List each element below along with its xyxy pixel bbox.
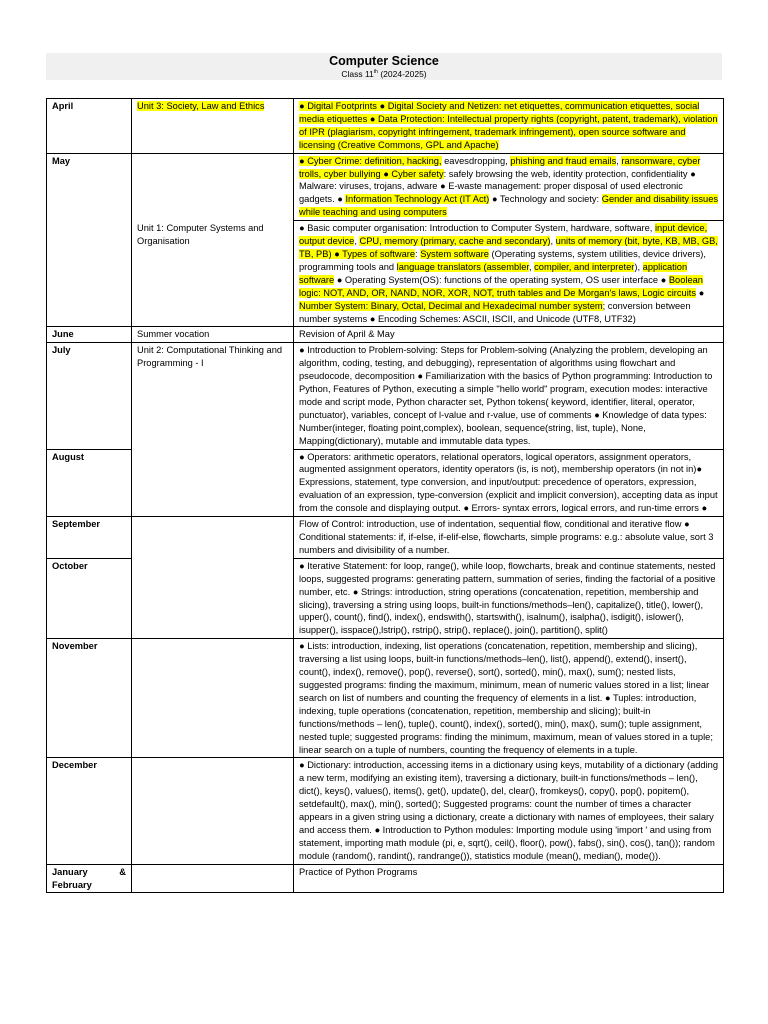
topics-cell [294,449,724,517]
table-row [47,343,724,449]
month-cell: December [47,758,132,864]
month-cell: May [47,153,132,327]
subtitle-year: (2024-2025) [377,69,427,79]
unit-cell: Unit 1: Computer Systems and Organisation [132,221,294,327]
unit-cell [132,517,294,559]
topic-text: : [415,248,421,259]
subtitle-superscript: th [373,69,378,76]
unit-cell [132,758,294,864]
highlighted-text: Information Technology Act (IT Act) [345,194,490,205]
table-row [47,153,724,221]
topics-cell [294,221,724,327]
unit-cell [132,864,294,893]
highlighted-text: units of memory (bit, byte, KB, MB, GB, TB, PB) ● Types of software [299,236,718,259]
topic-text: , [616,155,622,166]
topic-text: ● Operators: arithmetic operators, relational operators, logical operators, assignment operators, augmented assignment operators, identity operators (is, is not), membership operators (in not in)● Expressions, statement, type conversion, and input/output: precedence of operators, expression, evaluation of an expression, type-conversion (explicit and implicit conversion), accepting data as input from the console and displaying output. ● Errors- syntax errors, logical errors, and run-time errors ● [299,451,718,514]
month-cell: September [47,517,132,559]
highlighted-text: Boolean logic: NOT, AND, OR, NAND, NOR, XOR, NOT, truth tables and De Morgan's laws, Logic circuits [299,274,703,298]
table-row [47,327,724,343]
unit-cell [132,99,294,154]
topic-text: ● Introduction to Problem-solving: Steps for Problem-solving (Analyzing the problem, developing an algorithm, coding, testing, and debugging), representation of algorithms using flowchart and pseudocode, decomposition ● Familiarization with the basics of Python programming: Introduction to Python, Features of Python, executing a simple "hello world" program, execution modes: interactive mode and script mode, Python character set, Python tokens( keyword, identifier, literal, operator, punctuator), variables, concept of l-value and r-value, use of comments ● Knowledge of data types: Number(integer, floating point,complex), boolean, sequence(string, list, tuple), None, Mapping(dictionary), mutable and immutable data types. [299,345,713,446]
table-row [47,558,724,638]
topic-text: Practice of Python Programs [299,866,418,877]
month-cell: November [47,639,132,758]
syllabus-table [46,98,724,893]
document-subtitle [46,69,722,80]
document-header [46,53,722,80]
topic-text: : safely browsing the web, identity protection, confidentiality ● Malware: viruses, trojans, adware ● E-waste management: proper disposal of used electronic gadgets. ● [299,168,696,205]
topic-text: , [528,261,535,272]
unit-cell: Summer vocation [132,327,294,343]
topic-text: ● Operating System(OS): functions of the operating system, OS user interface ● [334,274,669,285]
topic-text: , [354,236,360,247]
topics-cell [294,343,724,449]
highlighted-text: Number System: Binary, Octal, Decimal and Hexadecimal number system [299,300,603,311]
topic-text: (Operating systems, system utilities, device drivers), programming tools and [299,248,706,272]
table-row [47,99,724,154]
unit-label: Unit 3: Society, Law and Ethics [137,101,265,111]
table-row [47,221,724,327]
highlighted-text: CPU, memory (primary, cache and secondary) [359,236,551,247]
month-cell: July [47,343,132,449]
highlighted-text: phishing and fraud emails [510,155,617,166]
topic-text: ● Technology and society: [489,194,602,205]
topic-text: , [550,236,556,247]
topic-text: Revision of April & May [299,329,395,340]
subtitle-class: Class 11 [341,69,374,79]
table-row [47,517,724,559]
month-cell: August [47,449,132,517]
topic-text: ), [634,261,643,272]
topic-text: ● [696,287,705,298]
highlighted-text: System software [420,248,489,259]
highlighted-text: ● Digital Footprints ● Digital Society and Netizen: net etiquettes, communication etiquettes, social media etiquettes ● Data Protection: Intellectual property rights (copyright, patent, trademark), violation of IPR (plagiarism, copyright infringement, trademark infringement), open source software and licensing (Creative Commons, GPL and Apache) [299,101,718,150]
topics-cell [294,517,724,559]
topic-text: ; conversion between number systems ● Encoding Schemes: ASCII, ISCII, and Unicode (UTF8, UTF32) [299,300,691,324]
document-title: Computer Science [329,54,439,68]
topics-cell [294,153,724,221]
highlighted-text: input device, output device [299,223,708,247]
highlighted-text: Gender and disability issues while teaching and using computers [299,194,719,218]
topic-text: eavesdropping, [441,155,511,166]
month-cell: January & February [47,864,132,893]
month-cell: October [47,558,132,638]
topics-cell [294,327,724,343]
topic-text: ● Iterative Statement: for loop, range(), while loop, flowcharts, break and continue statements, nested loops, suggested programs: generating pattern, summation of series, finding the factorial of a positive number, etc. ● Strings: introduction, string operations (concatenation, repetition, membership and slicing), traversing a string using loops, built-in functions/methods–len(), capitalize(), title(), lower(), upper(), count(), find(), index(), endswith(), startswith(), isalnum(), isalpha(), isdigit(), islower(), isupper(), isspace(),lstrip(), rstrip(), strip(), replace(), join(), partition(), split() [299,560,716,636]
topics-cell [294,864,724,893]
topics-cell [294,758,724,864]
highlighted-text: ● Cyber Crime: definition, hacking, [299,155,442,166]
topic-text: ● Dictionary: introduction, accessing items in a dictionary using keys, mutability of a dictionary (adding a new term, modifying an existing item), traversing a dictionary, built-in functions/methods – len(), dict(), keys(), values(), items(), get(), update(), del, clear(), fromkeys(), copy(), pop(), popitem(), setdefault(), max(), min(), sorted(); Suggested programs: count the number of times a character appears in a given string using a dictionary, create a dictionary with names of employees, their salary and access them. ● Introduction to Python modules: Importing module using 'import ' and using from statement, importing math module (pi, e, sqrt(), ceil(), floor(), pow(), fabs(), sin(), cos(), tan()); random module (random(), randint(), randrange()), statistics module (mean(), median(), mode()). [299,760,719,861]
highlighted-text: application software [299,261,688,285]
table-row [47,639,724,758]
table-row [47,758,724,864]
unit-cell [132,153,294,221]
highlighted-text: ransomware, cyber trolls, cyber bullying ● Cyber safety [299,155,701,179]
month-cell: June [47,327,132,343]
topic-text: Flow of Control: introduction, use of indentation, sequential flow, conditional and iterative flow ● Conditional statements: if, if-else, if-elif-else, flowcharts, simple programs: e.g.: absolute value, sort 3 numbers and divisibility of a number. [299,519,714,555]
topic-text: ● Lists: introduction, indexing, list operations (concatenation, repetition, membership and slicing), traversing a list using loops, built-in functions/methods–len(), list(), append(), extend(), insert(), count(), index(), remove(), pop(), reverse(), sort(), sorted(), min(), max(), sum(); nested lists, suggested programs: finding the maximum, minimum, mean of numeric values stored in a list; linear search on list of numbers and counting the frequency of elements in a list. ● Tuples: introduction, indexing, tuple operations (concatenation, repetition, membership and slicing); built-in functions/methods – len(), tuple(), count(), index(), sorted(), min(), max(), sum(); tuple assignment, nested tuple; suggested programs: finding the minimum, maximum, mean of values stored in a tuple; linear search on a tuple of numbers, counting the frequency of elements in a tuple. [299,641,713,755]
topics-cell [294,639,724,758]
month-cell: April [47,99,132,154]
topic-text: ● Basic computer organisation: Introduction to Computer System, hardware, software, [299,223,655,234]
highlighted-text: compiler, and interpreter [534,261,635,272]
topics-cell [294,99,724,154]
highlighted-text: language translators (assembler [396,261,529,272]
unit-cell [132,639,294,758]
table-row [47,864,724,893]
topics-cell [294,558,724,638]
unit-cell [132,558,294,638]
unit-cell: Unit 2: Computational Thinking and Programming - I [132,343,294,517]
